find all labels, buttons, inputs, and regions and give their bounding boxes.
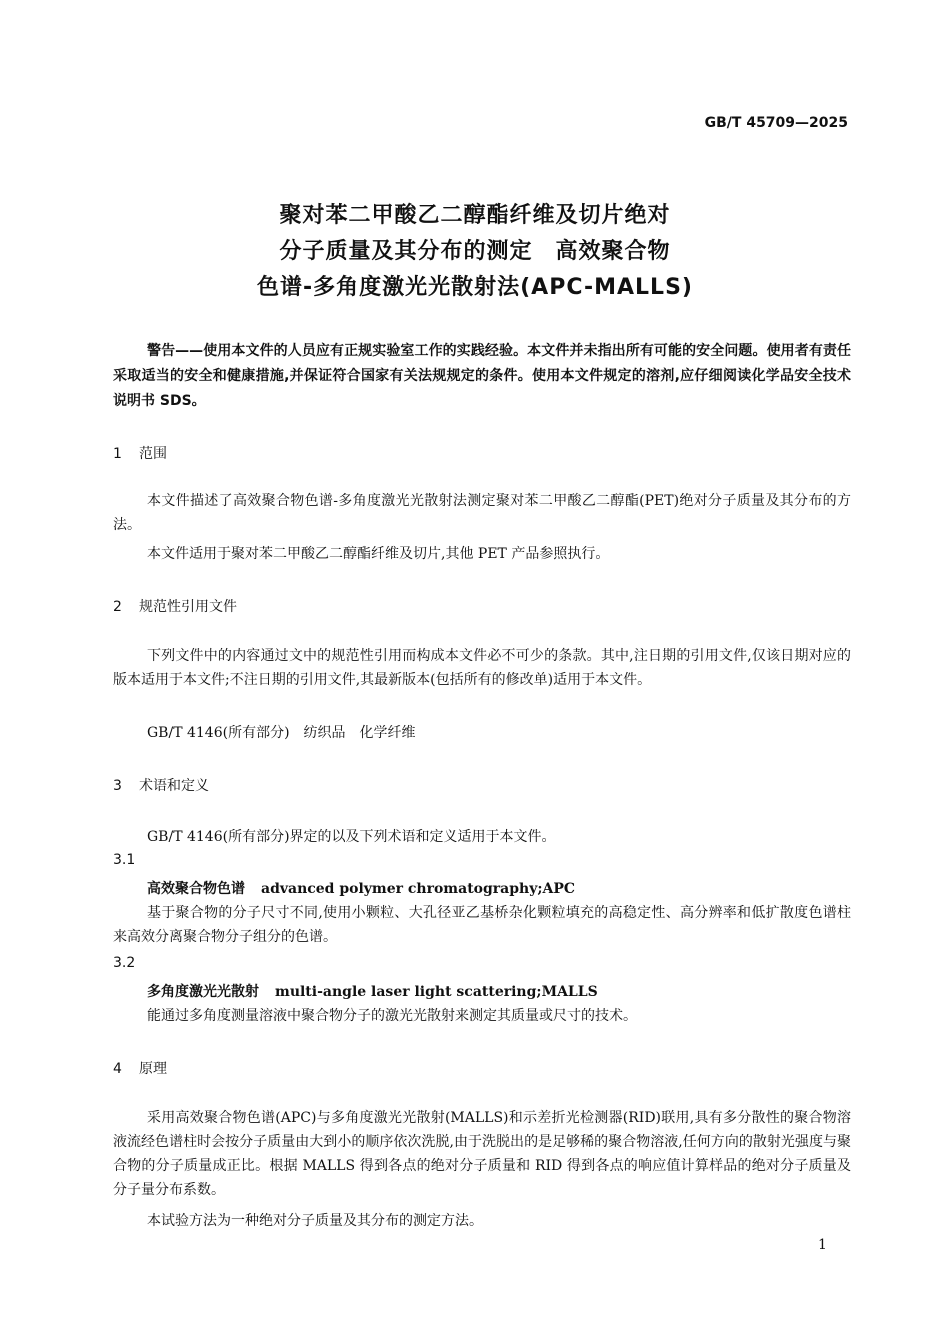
document-title-line-2: 分子质量及其分布的测定 高效聚合物 xyxy=(279,239,671,264)
section-number: 3 xyxy=(113,778,122,794)
term-3-2-number: 3.2 xyxy=(113,955,136,971)
standard-number: GB/T 45709—2025 xyxy=(704,115,848,131)
term-3-1-definition: 基于聚合物的分子尺寸不同,使用小颗粒、大孔径亚乙基桥杂化颗粒填充的高稳定性、高分辨率和低扩散度色谱柱来高效分离聚合物分子组分的色谱。 xyxy=(113,905,851,945)
document-title-line-1: 聚对苯二甲酸乙二醇酯纤维及切片绝对 xyxy=(279,203,671,228)
section-1-heading xyxy=(113,443,167,463)
section-3-paragraph-1: GB/T 4146(所有部分)界定的以及下列术语和定义适用于本文件。 xyxy=(147,829,556,845)
section-number: 4 xyxy=(113,1061,122,1077)
section-4-paragraph-1: 采用高效聚合物色谱(APC)与多角度激光光散射(MALLS)和示差折光检测器(RID)联用,具有多分散性的聚合物溶液流经色谱柱时会按分子质量由大到小的顺序依次洗脱,由于洗脱出的是足够稀的聚合物溶液,任何方向的散射光强度与聚合物的分子质量成正比。根据 MALLS 得到各点的绝对分子质量和 RID 得到各点的响应值计算样品的绝对分子质量及分子量分布系数。 xyxy=(113,1110,851,1198)
normative-reference: GB/T 4146(所有部分) 纺织品 化学纤维 xyxy=(147,725,416,741)
term-chinese: 高效聚合物色谱 xyxy=(147,881,245,897)
section-4-heading xyxy=(113,1058,167,1078)
term-3-2 xyxy=(147,981,598,1001)
section-title: 规范性引用文件 xyxy=(139,599,237,615)
section-1-paragraph-1: 本文件描述了高效聚合物色谱-多角度激光光散射法测定聚对苯二甲酸乙二醇酯(PET)绝对分子质量及其分布的方法。 xyxy=(113,493,851,533)
term-3-1 xyxy=(147,878,575,898)
document-title-line-3: 色谱-多角度激光光散射法(APC-MALLS) xyxy=(257,275,693,300)
term-english: advanced polymer chromatography;APC xyxy=(261,881,576,897)
section-title: 原理 xyxy=(139,1061,167,1077)
page-number: 1 xyxy=(818,1237,827,1253)
term-english: multi-angle laser light scattering;MALLS xyxy=(275,984,598,1000)
section-2-heading xyxy=(113,596,237,616)
term-chinese: 多角度激光光散射 xyxy=(147,984,259,1000)
term-3-2-definition: 能通过多角度测量溶液中聚合物分子的激光光散射来测定其质量或尺寸的技术。 xyxy=(147,1008,637,1024)
safety-warning: 警告——使用本文件的人员应有正规实验室工作的实践经验。本文件并未指出所有可能的安全问题。使用者有责任采取适当的安全和健康措施,并保证符合国家有关法规规定的条件。使用本文件规定的溶剂,应仔细阅读化学品安全技术说明书 SDS。 xyxy=(113,343,851,409)
section-1-paragraph-2: 本文件适用于聚对苯二甲酸乙二醇酯纤维及切片,其他 PET 产品参照执行。 xyxy=(147,546,610,562)
section-number: 1 xyxy=(113,446,122,462)
section-2-paragraph-1: 下列文件中的内容通过文中的规范性引用而构成本文件必不可少的条款。其中,注日期的引用文件,仅该日期对应的版本适用于本文件;不注日期的引用文件,其最新版本(包括所有的修改单)适用于本文件。 xyxy=(113,648,851,688)
section-4-paragraph-2: 本试验方法为一种绝对分子质量及其分布的测定方法。 xyxy=(147,1213,483,1229)
section-3-heading xyxy=(113,775,209,795)
section-title: 范围 xyxy=(139,446,167,462)
section-title: 术语和定义 xyxy=(139,778,209,794)
term-3-1-number: 3.1 xyxy=(113,852,136,868)
section-number: 2 xyxy=(113,599,122,615)
